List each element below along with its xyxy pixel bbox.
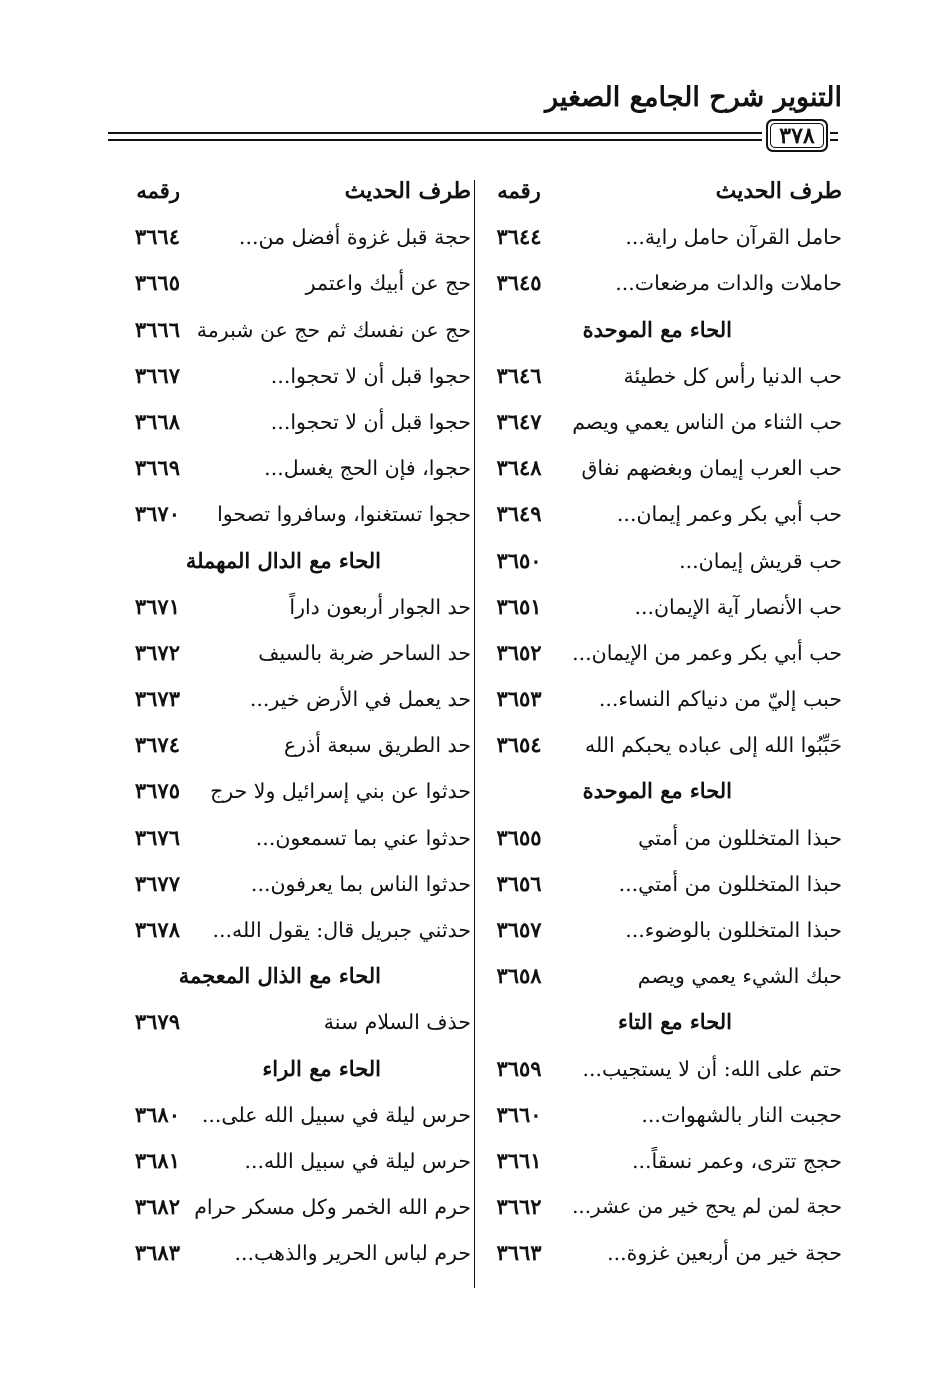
hadith-number: ٣٦٦٢ [496, 1194, 542, 1220]
hadith-number: ٣٦٦٤ [134, 224, 180, 250]
index-entry [475, 1184, 842, 1230]
section-heading [475, 768, 842, 814]
hadith-incipit: حجة قبل غزوة أفضل من... [238, 225, 471, 250]
index-entry [108, 722, 471, 768]
index-entry [475, 214, 842, 260]
hadith-number: ٣٦٦٦ [134, 316, 180, 342]
hadith-incipit: حذف السلام سنة [323, 1010, 471, 1035]
hadith-incipit: حبذا المتخللون من أمتي... [618, 871, 842, 896]
hadith-incipit: حرم الله الخمر وكل مسكر حرام [194, 1195, 471, 1220]
hadith-number: ٣٦٧٢ [134, 639, 180, 665]
hadith-incipit: حج عن أبيك واعتمر [305, 271, 471, 296]
index-entry [108, 907, 471, 953]
header-hadith-label: طرف الحديث [344, 178, 471, 204]
hadith-number: ٣٦٤٨ [496, 455, 542, 481]
section-title: الحاء مع الموحدة [582, 316, 732, 342]
header-number-label: رقمه [136, 178, 180, 203]
index-entry [475, 491, 842, 537]
hadith-incipit: حجوا تستغنوا، وسافروا تصحوا [217, 502, 471, 527]
hadith-number: ٣٦٤٧ [496, 408, 542, 434]
hadith-number: ٣٦٨١ [134, 1147, 180, 1173]
hadith-incipit: حدثني جبريل قال: يقول الله... [212, 918, 471, 942]
hadith-number: ٣٦٨٠ [134, 1101, 180, 1127]
hadith-number: ٣٦٤٥ [496, 270, 542, 296]
index-entry [475, 722, 842, 768]
hadith-number: ٣٦٦١ [496, 1147, 542, 1173]
hadith-number: ٣٦٦٩ [134, 455, 180, 481]
hadith-incipit: حجج تترى، وعمر نسقاً... [631, 1148, 842, 1173]
hadith-incipit: حب أبي بكر وعمر إيمان... [616, 502, 842, 527]
hadith-incipit: حدثوا عن بني إسرائيل ولا حرج [210, 779, 471, 804]
section-heading [108, 1046, 471, 1092]
index-entry [475, 353, 842, 399]
hadith-incipit: حبك الشيء يعمي ويصم [637, 964, 842, 989]
hadith-number: ٣٦٥٣ [496, 686, 542, 712]
header-hadith-label: طرف الحديث [715, 178, 842, 204]
hadith-number: ٣٦٥٧ [496, 917, 542, 942]
section-title: الحاء مع الموحدة [582, 778, 732, 804]
index-entry [108, 815, 471, 861]
frame-tick [830, 139, 838, 141]
section-heading [108, 953, 471, 999]
hadith-incipit: حَبِّبُوا الله إلى عباده يحبكم الله [584, 733, 842, 758]
hadith-number: ٣٦٧٨ [134, 917, 180, 942]
hadith-number: ٣٦٦٥ [134, 270, 180, 296]
index-entry [475, 1046, 842, 1092]
index-entry [108, 399, 471, 445]
index-entry [108, 630, 471, 676]
page-number-frame [760, 116, 840, 156]
hadith-incipit: حبذا المتخللون بالوضوء... [625, 918, 842, 942]
index-entry [475, 815, 842, 861]
index-entry [475, 445, 842, 491]
hadith-number: ٣٦٥٢ [496, 639, 542, 665]
index-entry [475, 676, 842, 722]
index-entry [475, 630, 842, 676]
section-heading [108, 538, 471, 584]
index-entry [475, 953, 842, 999]
running-header-title: التنوير شرح الجامع الصغير [545, 82, 842, 113]
header-number-label: رقمه [497, 178, 541, 203]
index-entry [475, 538, 842, 584]
hadith-incipit: حب العرب إيمان وبغضهم نفاق [581, 456, 842, 481]
index-entry [108, 768, 471, 814]
section-title: الحاء مع التاء [618, 1009, 732, 1035]
frame-tick [830, 132, 838, 134]
hadith-incipit: حد الطريق سبعة أذرع [283, 733, 471, 758]
index-entry [475, 1092, 842, 1138]
index-entry [475, 861, 842, 907]
index-entry [475, 907, 842, 953]
hadith-incipit: حرس ليلة في سبيل الله... [244, 1148, 471, 1173]
hadith-number: ٣٦٦٠ [496, 1101, 542, 1127]
hadith-incipit: حرس ليلة في سبيل الله على... [201, 1102, 471, 1127]
hadith-number: ٣٦٨٣ [134, 1240, 180, 1266]
index-entry [108, 584, 471, 630]
index-entry [108, 491, 471, 537]
hadith-number: ٣٦٤٩ [496, 501, 542, 527]
hadith-number: ٣٦٦٣ [496, 1240, 542, 1266]
hadith-number: ٣٦٤٦ [496, 362, 542, 388]
hadith-incipit: حامل القرآن حامل راية... [625, 225, 842, 250]
section-title: الحاء مع الراء [262, 1055, 381, 1081]
hadith-number: ٣٦٧١ [134, 593, 180, 619]
hadith-incipit: حب قريش إيمان... [679, 548, 842, 573]
index-entry [475, 399, 842, 445]
column-header [108, 168, 471, 214]
index-entry [108, 214, 471, 260]
hadith-incipit: حبب إليّ من دنياكم النساء... [598, 687, 842, 712]
hadith-number: ٣٦٥٤ [496, 732, 542, 758]
hadith-incipit: حب الأنصار آية الإيمان... [634, 594, 842, 619]
hadith-number: ٣٦٦٨ [134, 408, 180, 434]
index-column-left [108, 168, 471, 1277]
hadith-incipit: حدثوا الناس بما يعرفون... [250, 871, 471, 896]
index-entry [108, 1092, 471, 1138]
index-entry [475, 1138, 842, 1184]
hadith-number: ٣٦٥٦ [496, 870, 542, 896]
index-entry [108, 1138, 471, 1184]
hadith-incipit: حتم على الله: أن لا يستجيب... [582, 1056, 842, 1081]
hadith-incipit: حبذا المتخللون من أمتي [638, 825, 842, 850]
index-entry [108, 999, 471, 1045]
header-rule-bottom [108, 139, 762, 141]
section-heading [475, 307, 842, 353]
index-entry [108, 260, 471, 306]
hadith-incipit: حدثوا عني بما تسمعون... [255, 825, 471, 850]
hadith-number: ٣٦٧٣ [134, 686, 180, 712]
section-title: الحاء مع الدال المهملة [185, 547, 381, 573]
hadith-incipit: حجوا، فإن الحج يغسل... [264, 456, 471, 481]
hadith-number: ٣٦٨٢ [134, 1194, 180, 1220]
index-entry [108, 861, 471, 907]
hadith-number: ٣٦٦٧ [134, 362, 180, 388]
hadith-number: ٣٦٧٠ [134, 501, 180, 527]
hadith-incipit: حب أبي بكر وعمر من الإيمان... [572, 640, 842, 665]
index-entry [475, 260, 842, 306]
index-entry [108, 307, 471, 353]
index-entry [108, 353, 471, 399]
hadith-number: ٣٦٥١ [496, 593, 542, 619]
index-entry [475, 1230, 842, 1276]
hadith-incipit: حد يعمل في الأرض خير... [249, 687, 471, 712]
hadith-number: ٣٦٧٤ [134, 732, 180, 758]
hadith-number: ٣٦٧٩ [134, 1009, 180, 1035]
hadith-number: ٣٦٥٥ [496, 824, 542, 850]
hadith-incipit: حجة خير من أربعين غزوة... [607, 1241, 842, 1266]
index-entry [108, 445, 471, 491]
hadith-incipit: حب الثناء من الناس يعمي ويصم [572, 409, 842, 434]
index-entry [108, 676, 471, 722]
page-number: ٣٧٨ [766, 119, 828, 152]
hadith-number: ٣٦٧٧ [134, 870, 180, 896]
hadith-incipit: حجوا قبل أن لا تحجوا... [270, 409, 471, 434]
hadith-incipit: حجوا قبل أن لا تحجوا... [270, 363, 471, 388]
index-entry [475, 584, 842, 630]
hadith-incipit: حب الدنيا رأس كل خطيئة [623, 363, 842, 388]
hadith-incipit: حجة لمن لم يحج خير من عشر... [572, 1195, 842, 1219]
section-heading [475, 999, 842, 1045]
hadith-incipit: حج عن نفسك ثم حج عن شبرمة [196, 317, 471, 342]
hadith-incipit: حرم لباس الحرير والذهب... [234, 1241, 471, 1266]
index-column-right [475, 168, 842, 1277]
hadith-incipit: حاملات والدات مرضعات... [615, 271, 842, 296]
hadith-number: ٣٦٥٠ [496, 547, 542, 573]
hadith-number: ٣٦٥٨ [496, 963, 542, 989]
hadith-number: ٣٦٧٦ [134, 824, 180, 850]
section-title: الحاء مع الذال المعجمة [178, 963, 381, 989]
column-header [475, 168, 842, 214]
header-rule-top [108, 132, 762, 134]
index-entry [108, 1184, 471, 1230]
hadith-incipit: حد الجوار أربعون داراً [289, 594, 471, 619]
index-entry [108, 1230, 471, 1276]
hadith-incipit: حجبت النار بالشهوات... [641, 1102, 842, 1127]
hadith-number: ٣٦٥٩ [496, 1055, 542, 1081]
hadith-incipit: حد الساحر ضربة بالسيف [258, 640, 471, 665]
hadith-number: ٣٦٧٥ [134, 778, 180, 804]
hadith-number: ٣٦٤٤ [496, 224, 542, 250]
